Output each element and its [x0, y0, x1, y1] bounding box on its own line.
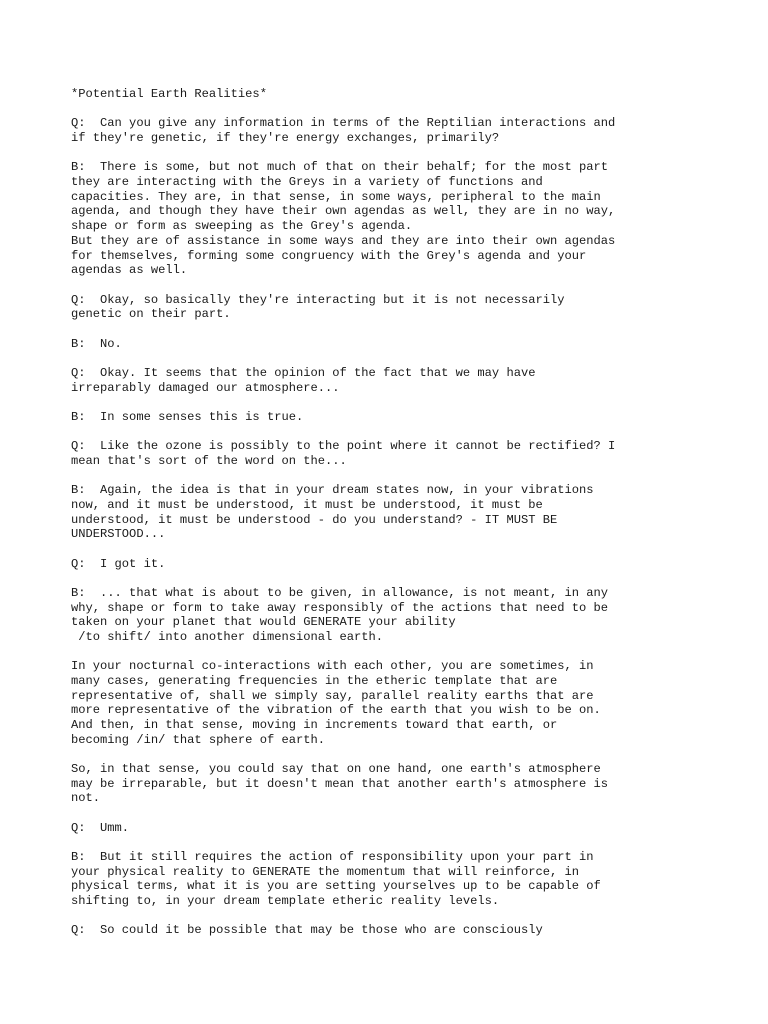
text-line: B: There is some, but not much of that on their behalf; for the most part [71, 160, 609, 175]
paragraph [71, 557, 751, 572]
text-line: Q: Can you give any information in terms of the Reptilian interactions and [71, 116, 616, 131]
paragraph [71, 293, 751, 322]
paragraph [71, 116, 751, 145]
text-line: shifting to, in your dream template etheric reality levels. [71, 894, 500, 909]
paragraph [71, 659, 751, 747]
text-line: understood, it must be understood - do you understand? - IT MUST BE [71, 512, 558, 527]
paragraph [71, 439, 751, 468]
paragraph [71, 850, 751, 909]
text-line: agendas as well. [71, 263, 188, 278]
text-line: many cases, generating frequencies in the etheric template that are [71, 673, 558, 688]
text-line: UNDERSTOOD... [71, 527, 166, 542]
text-line: Q: Like the ozone is possibly to the point where it cannot be rectified? I [71, 439, 616, 454]
text-line: B: Again, the idea is that in your dream states now, in your vibrations [71, 483, 594, 498]
text-line: B: In some senses this is true. [71, 409, 304, 424]
document-page [71, 87, 751, 953]
text-line: shape or form as sweeping as the Grey's agenda. [71, 219, 413, 234]
paragraph [71, 366, 751, 395]
text-line: may be irreparable, but it doesn't mean that another earth's atmosphere is [71, 776, 609, 791]
text-line: /to shift/ into another dimensional earth. [71, 629, 384, 644]
paragraph [71, 762, 751, 806]
text-line: capacities. They are, in that sense, in some ways, peripheral to the main [71, 189, 601, 204]
text-line: In your nocturnal co-interactions with each other, you are sometimes, in [71, 659, 594, 674]
text-line: But they are of assistance in some ways and they are into their own agendas [71, 233, 616, 248]
text-line: now, and it must be understood, it must be understood, it must be [71, 497, 543, 512]
text-line: taken on your planet that would GENERATE your ability [71, 615, 456, 630]
text-line: they are interacting with the Greys in a variety of functions and [71, 175, 543, 189]
text-line: becoming /in/ that sphere of earth. [71, 732, 326, 747]
document-title [71, 87, 751, 102]
paragraph [71, 410, 751, 425]
paragraph [71, 923, 751, 938]
text-line: genetic on their part. [71, 307, 231, 322]
text-line: why, shape or form to take away responsibly of the actions that need to be [71, 600, 609, 615]
paragraph [71, 337, 751, 352]
text-line: your physical reality to GENERATE the momentum that will reinforce, in [71, 864, 580, 879]
paragraph [71, 160, 751, 278]
text-line: B: But it still requires the action of responsibility upon your part in [71, 850, 594, 865]
text-line: Q: Okay, so basically they're interacting but it is not necessarily [71, 292, 565, 307]
text-line: Q: So could it be possible that may be those who are consciously [71, 923, 543, 938]
text-line: representative of, shall we simply say, parallel reality earths that are [71, 688, 594, 703]
text-line: And then, in that sense, moving in increments toward that earth, or [71, 718, 558, 733]
paragraph [71, 821, 751, 836]
text-line: B: ... that what is about to be given, in allowance, is not meant, in any [71, 585, 609, 600]
text-line: Q: I got it. [71, 556, 166, 571]
text-line: not. [71, 791, 101, 806]
text-line: Q: Okay. It seems that the opinion of the fact that we may have [71, 365, 536, 380]
text-line: B: No. [71, 336, 122, 351]
text-line: Q: Umm. [71, 820, 130, 835]
text-line: *Potential Earth Realities* [71, 87, 267, 101]
text-line: more representative of the vibration of the earth that you wish to be on. [71, 703, 601, 718]
text-line: So, in that sense, you could say that on one hand, one earth's atmosphere [71, 762, 601, 777]
text-line: if they're genetic, if they're energy exchanges, primarily? [71, 131, 500, 145]
text-line: agenda, and though they have their own agendas as well, they are in no way, [71, 204, 616, 219]
paragraph [71, 483, 751, 542]
paragraph [71, 586, 751, 645]
text-line: irreparably damaged our atmosphere... [71, 380, 340, 395]
text-line: for themselves, forming some congruency with the Grey's agenda and your [71, 248, 587, 263]
text-line: physical terms, what it is you are setting yourselves up to be capable of [71, 879, 601, 894]
text-line: mean that's sort of the word on the... [71, 453, 347, 468]
